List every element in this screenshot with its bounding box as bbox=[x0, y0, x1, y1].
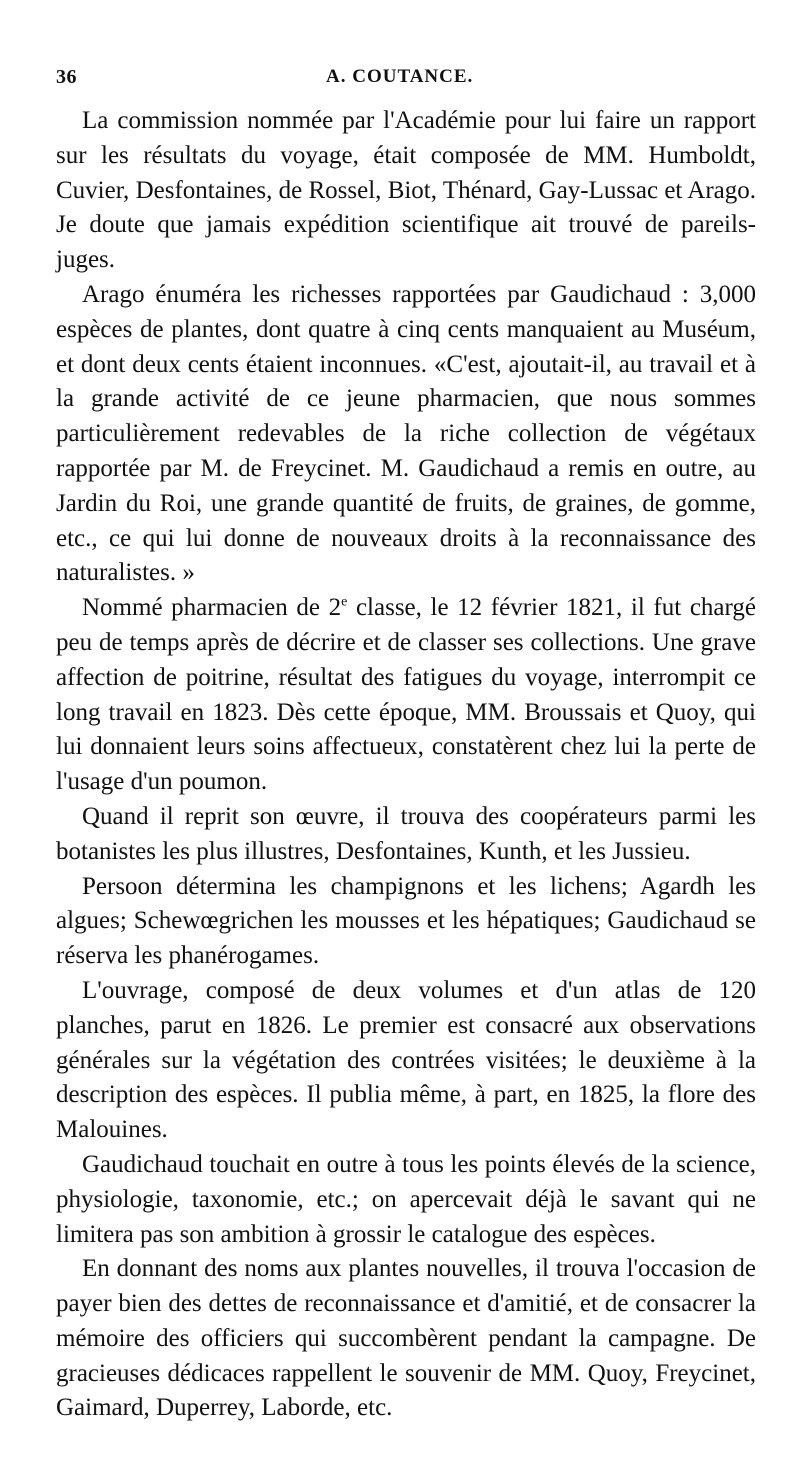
paragraph-ouvrage: L'ouvrage, composé de deux volumes et d'un atlas de 120 planches, parut en 1826. Le premier est consacré aux observations générales sur la végétation des contrées visitées; le deuxième à la description des espèces. Il publia même, à part, en 1825, la flore des Malouines. bbox=[56, 976, 756, 1144]
paragraph-science: Gaudichaud touchait en outre à tous les points élevés de la science, physiologie, taxonomie, etc.; on apercevait déjà le savant qui ne limitera pas son ambition à grossir le catalogue des espèces. bbox=[56, 1150, 756, 1248]
body-text bbox=[56, 104, 756, 1426]
running-title: A. COUTANCE. bbox=[326, 66, 474, 87]
page-number: 36 bbox=[56, 66, 77, 88]
paragraph-persoon: Persoon détermina les champignons et les lichens; Agardh les algues; Schewœgrichen les mousses et les hépatiques; Gaudichaud se réserva les phanérogames. bbox=[56, 872, 756, 970]
ordinal-superscript: e bbox=[341, 594, 348, 610]
paragraph-cooperateurs: Quand il reprit son œuvre, il trouva des coopérateurs parmi les botanistes les plus illustres, Desfontaines, Kunth, et les Jussieu. bbox=[56, 802, 756, 865]
running-head bbox=[56, 66, 756, 94]
paragraph-pharmacien-rest: classe, le 12 février 1821, il fut chargé peu de temps après de décrire et de classer ses collections. Une grave affection de poitrine, résultat des fatigues du voyage, interrompit ce long travail en 1823. Dès cette époque, MM. Broussais et Quoy, qui lui donnaient leurs soins affectueux, constatèrent chez lui la perte de l'usage d'un poumon. bbox=[56, 594, 756, 796]
paragraph-pharmacien bbox=[56, 591, 756, 800]
paragraph-pharmacien-start: Nommé pharmacien de 2 bbox=[82, 594, 342, 622]
paragraph-commission: La commission nommée par l'Académie pour lui faire un rapport sur les résultats du voyage, était composée de MM. Humboldt, Cuvier, Desfontaines, de Rossel, Biot, Thénard, Gay-Lussac et Arago. Je doute que jamais expédition scientifique ait trouvé de pareils-juges. bbox=[56, 107, 756, 274]
paragraph-dedicaces: En donnant des noms aux plantes nouvelles, il trouva l'occasion de payer bien des dettes de reconnaissance et d'amitié, et de consacrer la mémoire des officiers qui succombèrent pendant la campagne. De gracieuses dédicaces rappellent le souvenir de MM. Quoy, Freycinet, Gaimard, Duperrey, Laborde, etc. bbox=[56, 1255, 756, 1422]
paragraph-arago: Arago énuméra les richesses rapportées par Gaudichaud : 3,000 espèces de plantes, dont quatre à cinq cents manquaient au Muséum, et dont deux cents étaient inconnues. «C'est, ajoutait-il, au travail et à la grande activité de ce jeune pharmacien, que nous sommes particulièrement redevables de la riche collection de végétaux rapportée par M. de Freycinet. M. Gaudichaud a remis en outre, au Jardin du Roi, une grande quantité de fruits, de graines, de gomme, etc., ce qui lui donne de nouveaux droits à la reconnaissance des naturalistes. » bbox=[56, 280, 756, 587]
